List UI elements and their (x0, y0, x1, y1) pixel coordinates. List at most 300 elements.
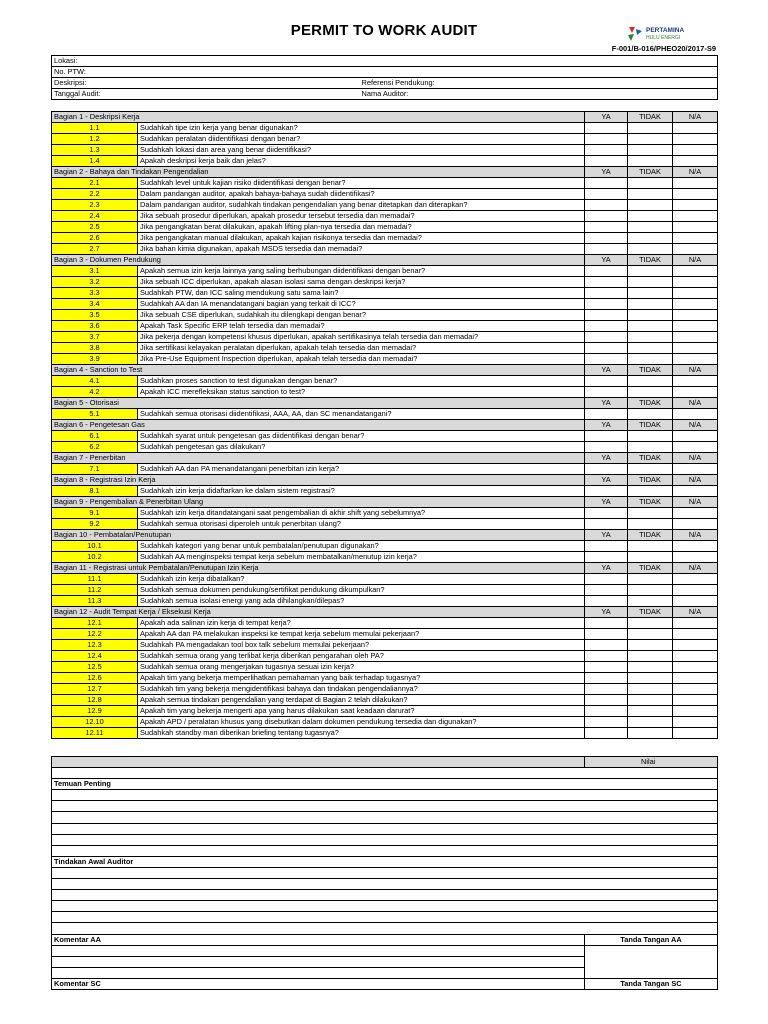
item-number: 10.1 (52, 541, 138, 552)
info-row-lokasi (52, 56, 718, 67)
answer-cell-na[interactable] (673, 332, 718, 343)
answer-cell-tidak[interactable] (628, 178, 673, 189)
checklist-row (52, 222, 718, 233)
summary-table (51, 756, 718, 990)
item-question: Sudahkah semua otorisasi diperoleh untuk penerbitan ulang? (138, 519, 585, 530)
nilai-spacer (52, 757, 585, 768)
spacer-row (52, 768, 718, 779)
answer-cell-tidak[interactable] (628, 519, 673, 530)
item-question: Apakah tim yang bekerja mengerti apa yang harus dilakukan saat keadaan darurat? (138, 706, 585, 717)
item-number: 2.6 (52, 233, 138, 244)
answer-cell-na[interactable] (673, 409, 718, 420)
answer-cell-na[interactable] (673, 629, 718, 640)
answer-cell-tidak[interactable] (628, 310, 673, 321)
deskripsi-label: Deskripsi: (52, 78, 360, 89)
answer-cell-tidak[interactable] (628, 717, 673, 728)
item-number: 2.7 (52, 244, 138, 255)
answer-cell-ya[interactable] (585, 486, 628, 497)
item-question: Sudahkah standby man diberikan briefing tentang tugasnya? (138, 728, 585, 739)
answer-cell-ya[interactable] (585, 651, 628, 662)
column-header-ya: YA (585, 453, 628, 464)
column-header-ya: YA (585, 530, 628, 541)
info-table (51, 55, 718, 100)
komentar-aa-line[interactable] (52, 945, 585, 956)
answer-cell-na[interactable] (673, 277, 718, 288)
item-question: Apakah Task Specific ERP telah tersedia dan memadai? (138, 321, 585, 332)
item-number: 3.1 (52, 266, 138, 277)
column-header-na: N/A (673, 365, 718, 376)
item-question: Sudahkah tim yang bekerja mengidentifikasi bahaya dan tindakan pengendaliannya? (138, 684, 585, 695)
item-question: Jika pengangkatan manual dilakukan, apakah kajian risikonya tersedia dan memadai? (138, 233, 585, 244)
answer-cell-na[interactable] (673, 134, 718, 145)
item-question: Apakah ada salinan izin kerja di tempat kerja? (138, 618, 585, 629)
answer-cell-ya[interactable] (585, 541, 628, 552)
answer-cell-na[interactable] (673, 508, 718, 519)
answer-cell-ya[interactable] (585, 508, 628, 519)
answer-cell-tidak[interactable] (628, 431, 673, 442)
section-title: Bagian 7 - Penerbitan (52, 453, 585, 464)
checklist-table (51, 111, 718, 739)
column-header-tidak: TIDAK (628, 398, 673, 409)
answer-cell-ya[interactable] (585, 695, 628, 706)
answer-cell-tidak[interactable] (628, 574, 673, 585)
column-header-ya: YA (585, 563, 628, 574)
answer-cell-na[interactable] (673, 717, 718, 728)
answer-cell-ya[interactable] (585, 244, 628, 255)
answer-cell-na[interactable] (673, 299, 718, 310)
answer-cell-ya[interactable] (585, 552, 628, 563)
tindakan-line[interactable] (52, 890, 718, 901)
info-row-no-ptw (52, 67, 718, 78)
answer-cell-ya[interactable] (585, 387, 628, 398)
tindakan-line[interactable] (52, 912, 718, 923)
checklist-row (52, 442, 718, 453)
answer-cell-ya[interactable] (585, 585, 628, 596)
checklist-row (52, 277, 718, 288)
item-question: Apakah tim yang bekerja memperlihatkan pemahaman yang baik terhadap tugasnya? (138, 673, 585, 684)
answer-cell-ya[interactable] (585, 519, 628, 530)
answer-cell-na[interactable] (673, 222, 718, 233)
temuan-label: Temuan Penting (52, 779, 718, 790)
item-number: 2.1 (52, 178, 138, 189)
pertamina-logo-icon (626, 25, 644, 43)
item-question: Jika sertifikasi kelayakan peralatan diperlukan, apakah telah tersedia dan memadai? (138, 343, 585, 354)
temuan-line[interactable] (52, 845, 718, 856)
item-number: 12.2 (52, 629, 138, 640)
answer-cell-tidak[interactable] (628, 200, 673, 211)
column-header-tidak: TIDAK (628, 167, 673, 178)
tindakan-line[interactable] (52, 867, 718, 878)
item-question: Dalam pandangan auditor, sudahkah tindakan pengendalian yang benar ditetapkan dan diterapkan? (138, 200, 585, 211)
answer-cell-tidak[interactable] (628, 684, 673, 695)
section-header-row (52, 420, 718, 431)
answer-cell-tidak[interactable] (628, 354, 673, 365)
item-question: Apakah deskripsi kerja baik dan jelas? (138, 156, 585, 167)
item-question: Sudahkah PTW, dan ICC saling mendukung satu sama lain? (138, 288, 585, 299)
column-header-tidak: TIDAK (628, 255, 673, 266)
answer-cell-na[interactable] (673, 189, 718, 200)
answer-cell-tidak[interactable] (628, 343, 673, 354)
checklist-row (52, 310, 718, 321)
answer-cell-tidak[interactable] (628, 651, 673, 662)
column-header-na: N/A (673, 420, 718, 431)
item-question: Sudahkah lokasi dan area yang benar diidentifikasi? (138, 145, 585, 156)
checklist-row (52, 662, 718, 673)
tindakan-line[interactable] (52, 923, 718, 934)
checklist-row (52, 233, 718, 244)
answer-cell-ya[interactable] (585, 200, 628, 211)
komentar-aa-line[interactable] (52, 967, 585, 978)
column-header-tidak: TIDAK (628, 607, 673, 618)
item-question: Jika bahan kimia digunakan, apakah MSDS tersedia dan memadai? (138, 244, 585, 255)
answer-cell-na[interactable] (673, 552, 718, 563)
komentar-sc-row (52, 978, 718, 989)
item-question: Apakah semua izin kerja lainnya yang saling berhubungan diidentifikasi dengan benar? (138, 266, 585, 277)
checklist-row (52, 299, 718, 310)
answer-cell-tidak[interactable] (628, 486, 673, 497)
answer-cell-ya[interactable] (585, 728, 628, 739)
komentar-sc-label: Komentar SC (52, 978, 585, 989)
nilai-label: Nilai (585, 757, 718, 768)
answer-cell-ya[interactable] (585, 343, 628, 354)
item-number: 4.2 (52, 387, 138, 398)
checklist-row (52, 134, 718, 145)
answer-cell-tidak[interactable] (628, 695, 673, 706)
item-number: 12.5 (52, 662, 138, 673)
item-number: 12.9 (52, 706, 138, 717)
answer-cell-na[interactable] (673, 288, 718, 299)
checklist-row (52, 717, 718, 728)
column-header-tidak: TIDAK (628, 420, 673, 431)
blank-cell (585, 768, 718, 779)
answer-cell-tidak[interactable] (628, 222, 673, 233)
komentar-aa-label: Komentar AA (52, 934, 585, 945)
item-number: 2.5 (52, 222, 138, 233)
answer-cell-tidak[interactable] (628, 541, 673, 552)
item-question: Sudahkah tipe izin kerja yang benar digunakan? (138, 123, 585, 134)
item-question: Jika sebuah CSE diperlukan, sudahkah itu dilengkapi dengan benar? (138, 310, 585, 321)
answer-cell-na[interactable] (673, 519, 718, 530)
answer-cell-na[interactable] (673, 585, 718, 596)
answer-cell-ya[interactable] (585, 178, 628, 189)
section-title: Bagian 8 - Registrasi Izin Kerja (52, 475, 585, 486)
answer-cell-tidak[interactable] (628, 387, 673, 398)
answer-cell-tidak[interactable] (628, 189, 673, 200)
checklist-row (52, 541, 718, 552)
item-number: 10.2 (52, 552, 138, 563)
answer-cell-ya[interactable] (585, 332, 628, 343)
answer-cell-na[interactable] (673, 354, 718, 365)
column-header-ya: YA (585, 167, 628, 178)
auditor-label: Nama Auditor: (360, 89, 718, 100)
item-number: 12.7 (52, 684, 138, 695)
answer-cell-tidak[interactable] (628, 409, 673, 420)
answer-cell-na[interactable] (673, 244, 718, 255)
temuan-line[interactable] (52, 812, 718, 823)
answer-cell-ya[interactable] (585, 211, 628, 222)
answer-cell-tidak[interactable] (628, 508, 673, 519)
answer-cell-ya[interactable] (585, 464, 628, 475)
item-question: Sudahkah semua otorisasi diidentifikasi, AAA, AA, dan SC menandatangani? (138, 409, 585, 420)
answer-cell-ya[interactable] (585, 233, 628, 244)
item-number: 3.4 (52, 299, 138, 310)
checklist-row (52, 288, 718, 299)
answer-cell-na[interactable] (673, 541, 718, 552)
checklist-row (52, 376, 718, 387)
answer-cell-tidak[interactable] (628, 145, 673, 156)
answer-cell-ya[interactable] (585, 376, 628, 387)
answer-cell-ya[interactable] (585, 134, 628, 145)
answer-cell-tidak[interactable] (628, 244, 673, 255)
answer-cell-na[interactable] (673, 266, 718, 277)
item-question: Sudahkah izin kerja didaftarkan ke dalam sistem registrasi? (138, 486, 585, 497)
answer-cell-ya[interactable] (585, 706, 628, 717)
answer-cell-tidak[interactable] (628, 629, 673, 640)
checklist-row (52, 211, 718, 222)
answer-cell-na[interactable] (673, 310, 718, 321)
answer-cell-ya[interactable] (585, 629, 628, 640)
no-ptw-label: No. PTW: (52, 67, 360, 78)
answer-cell-ya[interactable] (585, 288, 628, 299)
answer-cell-ya[interactable] (585, 222, 628, 233)
checklist-row (52, 486, 718, 497)
item-question: Sudahkah kategori yang benar untuk pembatalan/penutupan digunakan? (138, 541, 585, 552)
answer-cell-na[interactable] (673, 728, 718, 739)
answer-cell-ya[interactable] (585, 574, 628, 585)
answer-cell-ya[interactable] (585, 277, 628, 288)
answer-cell-ya[interactable] (585, 266, 628, 277)
answer-cell-na[interactable] (673, 211, 718, 222)
answer-cell-ya[interactable] (585, 618, 628, 629)
checklist-row (52, 706, 718, 717)
answer-cell-tidak[interactable] (628, 332, 673, 343)
answer-cell-na[interactable] (673, 233, 718, 244)
answer-cell-tidak[interactable] (628, 376, 673, 387)
answer-cell-tidak[interactable] (628, 706, 673, 717)
item-number: 12.6 (52, 673, 138, 684)
section-header-row (52, 255, 718, 266)
item-number: 1.4 (52, 156, 138, 167)
item-number: 1.2 (52, 134, 138, 145)
answer-cell-na[interactable] (673, 486, 718, 497)
item-number: 6.2 (52, 442, 138, 453)
section-header-row (52, 563, 718, 574)
checklist-row (52, 343, 718, 354)
item-number: 3.8 (52, 343, 138, 354)
item-number: 1.3 (52, 145, 138, 156)
ttd-aa-box[interactable] (585, 945, 718, 978)
column-header-tidak: TIDAK (628, 112, 673, 123)
checklist-row (52, 123, 718, 134)
answer-cell-na[interactable] (673, 178, 718, 189)
tindakan-line[interactable] (52, 879, 718, 890)
komentar-aa-line[interactable] (52, 956, 585, 967)
column-header-ya: YA (585, 607, 628, 618)
section-title: Bagian 5 - Otorisasi (52, 398, 585, 409)
checklist-row (52, 596, 718, 607)
checklist-row (52, 695, 718, 706)
section-header-row (52, 530, 718, 541)
column-header-tidak: TIDAK (628, 497, 673, 508)
item-question: Dalam pandangan auditor, apakah bahaya-bahaya sudah diidentifikasi? (138, 189, 585, 200)
answer-cell-tidak[interactable] (628, 233, 673, 244)
answer-cell-tidak[interactable] (628, 123, 673, 134)
answer-cell-tidak[interactable] (628, 552, 673, 563)
item-question: Sudahkah AA dan PA menandatangani penerbitan izin kerja? (138, 464, 585, 475)
checklist-row (52, 728, 718, 739)
item-question: Apakah AA dan PA melakukan inspeksi ke tempat kerja sebelum memulai pekerjaan? (138, 629, 585, 640)
checklist-row (52, 629, 718, 640)
temuan-line[interactable] (52, 801, 718, 812)
answer-cell-na[interactable] (673, 145, 718, 156)
column-header-ya: YA (585, 365, 628, 376)
item-number: 11.3 (52, 596, 138, 607)
answer-cell-ya[interactable] (585, 354, 628, 365)
answer-cell-tidak[interactable] (628, 464, 673, 475)
column-header-tidak: TIDAK (628, 563, 673, 574)
answer-cell-tidak[interactable] (628, 442, 673, 453)
page-title: PERMIT TO WORK AUDIT (290, 22, 478, 39)
column-header-na: N/A (673, 475, 718, 486)
lokasi-value[interactable] (360, 56, 718, 67)
answer-cell-ya[interactable] (585, 321, 628, 332)
answer-cell-tidak[interactable] (628, 156, 673, 167)
answer-cell-tidak[interactable] (628, 596, 673, 607)
checklist-row (52, 244, 718, 255)
section-title: Bagian 3 - Dokumen Pendukung (52, 255, 585, 266)
item-question: Jika pengangkatan berat dilakukan, apakah lifting plan-nya tersedia dan memadai? (138, 222, 585, 233)
answer-cell-na[interactable] (673, 596, 718, 607)
answer-cell-ya[interactable] (585, 640, 628, 651)
item-question: Jika sebuah ICC diperlukan, apakah alasan isolasi sama dengan deskripsi kerja? (138, 277, 585, 288)
answer-cell-na[interactable] (673, 387, 718, 398)
answer-cell-ya[interactable] (585, 442, 628, 453)
tindakan-header-row (52, 856, 718, 867)
answer-cell-ya[interactable] (585, 409, 628, 420)
temuan-line[interactable] (52, 823, 718, 834)
answer-cell-tidak[interactable] (628, 618, 673, 629)
section-header-row (52, 365, 718, 376)
answer-cell-tidak[interactable] (628, 288, 673, 299)
answer-cell-ya[interactable] (585, 310, 628, 321)
section-title: Bagian 6 - Pengetesan Gas (52, 420, 585, 431)
item-number: 12.11 (52, 728, 138, 739)
answer-cell-na[interactable] (673, 706, 718, 717)
no-ptw-value[interactable] (360, 67, 718, 78)
document-number: F-001/B-016/PHEO20/2017-S9 (611, 44, 716, 53)
section-header-row (52, 167, 718, 178)
info-row-deskripsi (52, 78, 718, 89)
column-header-na: N/A (673, 497, 718, 508)
tindakan-line[interactable] (52, 901, 718, 912)
answer-cell-na[interactable] (673, 695, 718, 706)
tindakan-label: Tindakan Awal Auditor (52, 856, 718, 867)
tanggal-label: Tanggal Audit: (52, 89, 360, 100)
item-question: Sudahkah izin kerja dibatalkan? (138, 574, 585, 585)
section-title: Bagian 4 - Sanction to Test (52, 365, 585, 376)
column-header-ya: YA (585, 475, 628, 486)
answer-cell-tidak[interactable] (628, 266, 673, 277)
item-number: 3.9 (52, 354, 138, 365)
answer-cell-na[interactable] (673, 156, 718, 167)
column-header-tidak: TIDAK (628, 475, 673, 486)
answer-cell-tidak[interactable] (628, 134, 673, 145)
item-number: 11.2 (52, 585, 138, 596)
item-number: 6.1 (52, 431, 138, 442)
answer-cell-na[interactable] (673, 123, 718, 134)
answer-cell-ya[interactable] (585, 673, 628, 684)
answer-cell-na[interactable] (673, 662, 718, 673)
answer-cell-na[interactable] (673, 343, 718, 354)
answer-cell-na[interactable] (673, 574, 718, 585)
answer-cell-ya[interactable] (585, 145, 628, 156)
answer-cell-ya[interactable] (585, 717, 628, 728)
answer-cell-ya[interactable] (585, 123, 628, 134)
answer-cell-na[interactable] (673, 431, 718, 442)
item-question: Jika pekerja dengan kompetensi khusus diperlukan, apakah sertifikasinya telah tersedia dan memadai? (138, 332, 585, 343)
column-header-na: N/A (673, 563, 718, 574)
item-question: Jika sebuah prosedur diperlukan, apakah prosedur tersebut tersedia dan memadai? (138, 211, 585, 222)
answer-cell-tidak[interactable] (628, 640, 673, 651)
answer-cell-ya[interactable] (585, 662, 628, 673)
item-question: Sudahkah AA dan IA menandatangani bagian yang terkait di ICC? (138, 299, 585, 310)
item-question: Sudahkah pengetesan gas dilakukan? (138, 442, 585, 453)
answer-cell-tidak[interactable] (628, 321, 673, 332)
item-number: 12.3 (52, 640, 138, 651)
answer-cell-na[interactable] (673, 376, 718, 387)
answer-cell-na[interactable] (673, 464, 718, 475)
answer-cell-tidak[interactable] (628, 585, 673, 596)
checklist-row (52, 618, 718, 629)
answer-cell-ya[interactable] (585, 189, 628, 200)
info-row-tanggal (52, 89, 718, 100)
answer-cell-na[interactable] (673, 200, 718, 211)
answer-cell-ya[interactable] (585, 596, 628, 607)
answer-cell-tidak[interactable] (628, 299, 673, 310)
answer-cell-ya[interactable] (585, 299, 628, 310)
section-title: Bagian 9 - Pengembalian & Penerbitan Ulang (52, 497, 585, 508)
column-header-tidak: TIDAK (628, 530, 673, 541)
item-number: 3.6 (52, 321, 138, 332)
answer-cell-tidak[interactable] (628, 211, 673, 222)
temuan-line[interactable] (52, 834, 718, 845)
answer-cell-na[interactable] (673, 640, 718, 651)
item-number: 9.1 (52, 508, 138, 519)
answer-cell-na[interactable] (673, 673, 718, 684)
item-question: Sudahkah PA mengadakan tool box talk sebelum memulai pekerjaan? (138, 640, 585, 651)
item-question: Apakah APD / peralatan khusus yang disebutkan dalam dokumen pendukung tersedia dan digunakan? (138, 717, 585, 728)
blank-cell (52, 768, 585, 779)
checklist-row (52, 156, 718, 167)
answer-cell-na[interactable] (673, 651, 718, 662)
answer-cell-na[interactable] (673, 684, 718, 695)
answer-cell-na[interactable] (673, 618, 718, 629)
answer-cell-ya[interactable] (585, 156, 628, 167)
temuan-header-row (52, 779, 718, 790)
answer-cell-tidak[interactable] (628, 728, 673, 739)
temuan-line[interactable] (52, 790, 718, 801)
answer-cell-na[interactable] (673, 442, 718, 453)
answer-cell-ya[interactable] (585, 684, 628, 695)
answer-cell-tidak[interactable] (628, 662, 673, 673)
answer-cell-tidak[interactable] (628, 673, 673, 684)
answer-cell-ya[interactable] (585, 431, 628, 442)
section-header-row (52, 475, 718, 486)
checklist-row (52, 684, 718, 695)
answer-cell-na[interactable] (673, 321, 718, 332)
answer-cell-tidak[interactable] (628, 277, 673, 288)
checklist-row (52, 640, 718, 651)
